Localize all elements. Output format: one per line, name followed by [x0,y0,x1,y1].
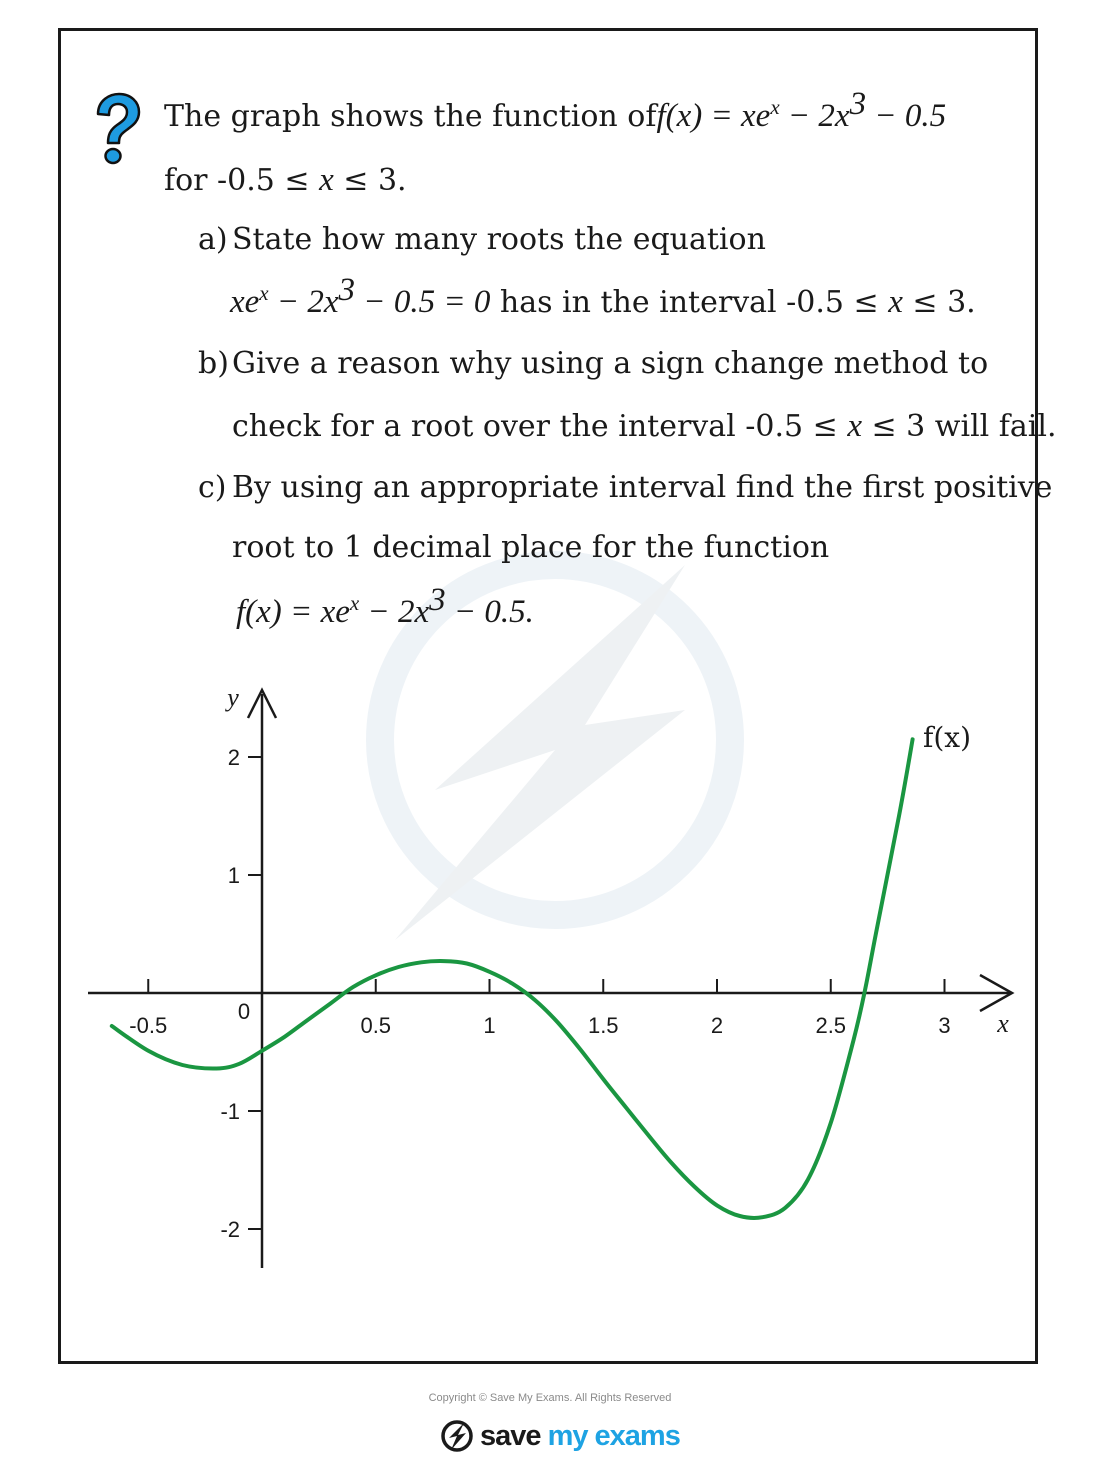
brand-text-save: save [480,1419,548,1452]
part-c-line3: $f(x) = xe^x - 2x^3 - 0.5$. [236,582,534,630]
series-line-f [112,739,913,1218]
x-tick-label: 0.5 [360,1013,392,1038]
part-b-line2: check for a root over the interval -0.5 ≤ x ≤ 3 will fail. [232,408,1057,444]
function-graph [0,660,1100,1300]
part-c-line1: By using an appropriate interval find the first positive [232,470,1053,505]
question-intro: The graph shows the function $off(x) = xe^x - 2x^3 - 0.5$ [164,86,947,134]
origin-label: 0 [237,999,251,1024]
question-mark-icon [92,92,142,166]
part-c-line2: root to 1 decimal place for the function [232,530,830,565]
x-tick-label: -0.5 [129,1013,168,1038]
x-tick-label: 1 [483,1013,496,1038]
x-tick-label: 2.5 [815,1013,847,1038]
part-b-line1: Give a reason why using a sign change method to [232,346,989,381]
y-tick-label: -2 [220,1217,240,1242]
part-c-label: c) [198,470,227,505]
x-tick-label: 1.5 [587,1013,619,1038]
function-formula: $f(x) = xe^x - 2x^3 - 0.5$ [656,86,947,134]
brand-text-myexams: my exams [547,1419,680,1452]
lightning-logo-icon [440,1419,474,1453]
question-domain: for -0.5 ≤ x ≤ 3. [164,162,407,198]
copyright-text: Copyright © Save My Exams. All Rights Reserved [428,1392,672,1404]
y-tick-label: 2 [227,745,240,770]
chart-axes [88,690,1012,1268]
y-tick-label: 1 [227,863,240,888]
x-tick-label: 3 [938,1013,951,1038]
y-axis-label: y [227,683,239,712]
brand-logo [440,1416,680,1456]
part-a-line2: $xe^x - 2x^3 - 0.5 = 0$ has in the interval -0.5 ≤ x ≤ 3. [230,272,976,320]
curve-label: f(x) [923,721,972,754]
part-a-line1: State how many roots the equation [232,222,766,257]
x-axis-label: x [997,1009,1009,1038]
part-b-label: b) [198,346,229,381]
part-a-label: a) [198,222,228,257]
x-tick-label: 2 [710,1013,724,1038]
y-tick-label: -1 [220,1099,240,1124]
